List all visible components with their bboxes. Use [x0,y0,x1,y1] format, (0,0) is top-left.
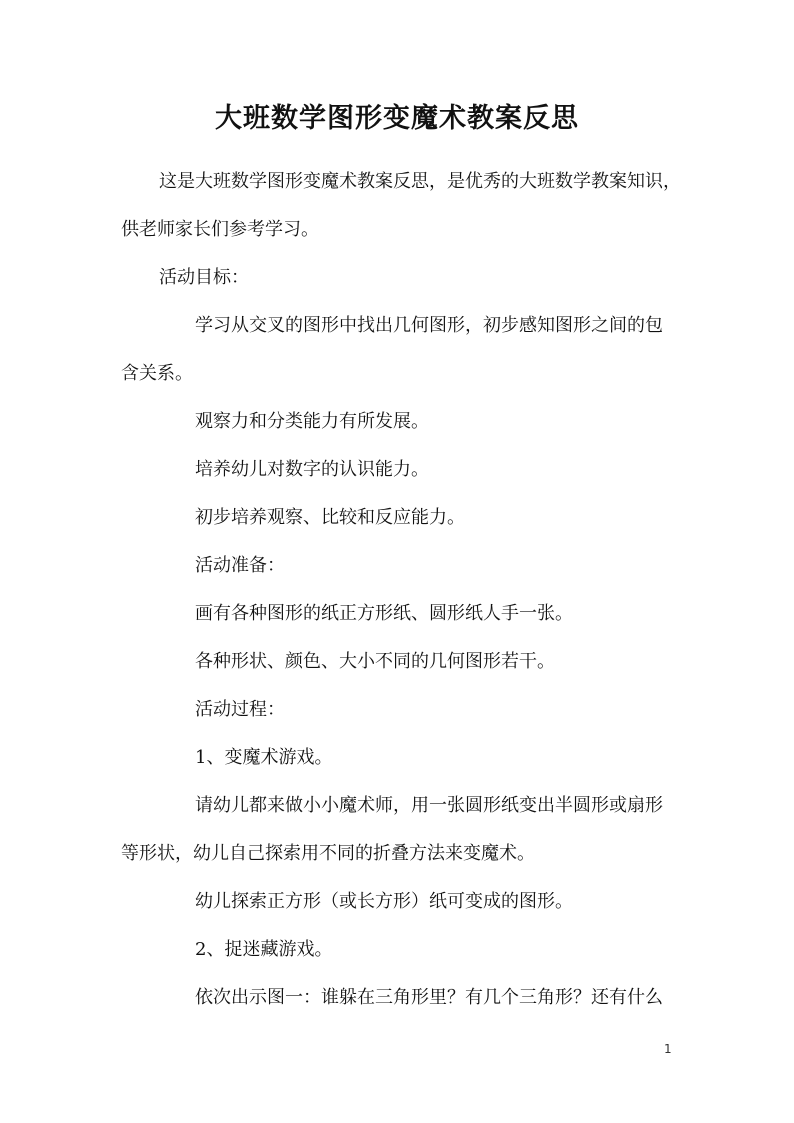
goal-3-text: 培养幼儿对数字的认识能力。 [195,459,429,480]
process-heading-text: 活动过程： [195,699,285,720]
document-title: 大班数学图形变魔术教案反思 [215,103,579,134]
prep-2-paragraph [121,638,681,686]
page-number: 1 [664,1042,672,1056]
step-2-heading [121,926,681,974]
step-1-text-2: 幼儿探索正方形（或长方形）纸可变成的图形。 [195,891,573,912]
step-1-heading-text: 1、变魔术游戏。 [195,747,333,768]
prep-heading-text: 活动准备： [195,555,285,576]
step-1-heading [121,734,681,782]
goals-heading-text: 活动目标： [159,267,249,288]
goal-4-paragraph [121,494,681,542]
intro-line-2: 供老师家长们参考学习。 [121,219,319,240]
step-1-paragraph-2 [121,878,681,926]
intro-paragraph [121,158,681,254]
goal-3-paragraph [121,446,681,494]
goal-1-paragraph [121,302,681,398]
step-1-paragraph [121,782,681,878]
goal-4-text: 初步培养观察、比较和反应能力。 [195,507,465,528]
step-1-line-2: 等形状，幼儿自己探索用不同的折叠方法来变魔术。 [121,843,535,864]
prep-heading [121,542,681,590]
step-2-heading-text: 2、捉迷藏游戏。 [195,939,333,960]
intro-line-1: 这是大班数学图形变魔术教案反思，是优秀的大班数学教案知识， [159,171,681,192]
goal-1-line-2: 含关系。 [121,363,193,384]
prep-1-paragraph [121,590,681,638]
prep-2-text: 各种形状、颜色、大小不同的几何图形若干。 [195,651,555,672]
step-2-line-1: 依次出示图一：谁躲在三角形里？有几个三角形？还有什么 [195,987,663,1008]
step-2-paragraph [121,974,681,1022]
process-heading [121,686,681,734]
goals-heading [121,254,681,302]
goal-2-paragraph [121,398,681,446]
prep-1-text: 画有各种图形的纸正方形纸、圆形纸人手一张。 [195,603,573,624]
goal-2-text: 观察力和分类能力有所发展。 [195,411,429,432]
step-1-line-1: 请幼儿都来做小小魔术师，用一张圆形纸变出半圆形或扇形 [195,795,663,816]
goal-1-line-1: 学习从交叉的图形中找出几何图形，初步感知图形之间的包 [195,315,663,336]
